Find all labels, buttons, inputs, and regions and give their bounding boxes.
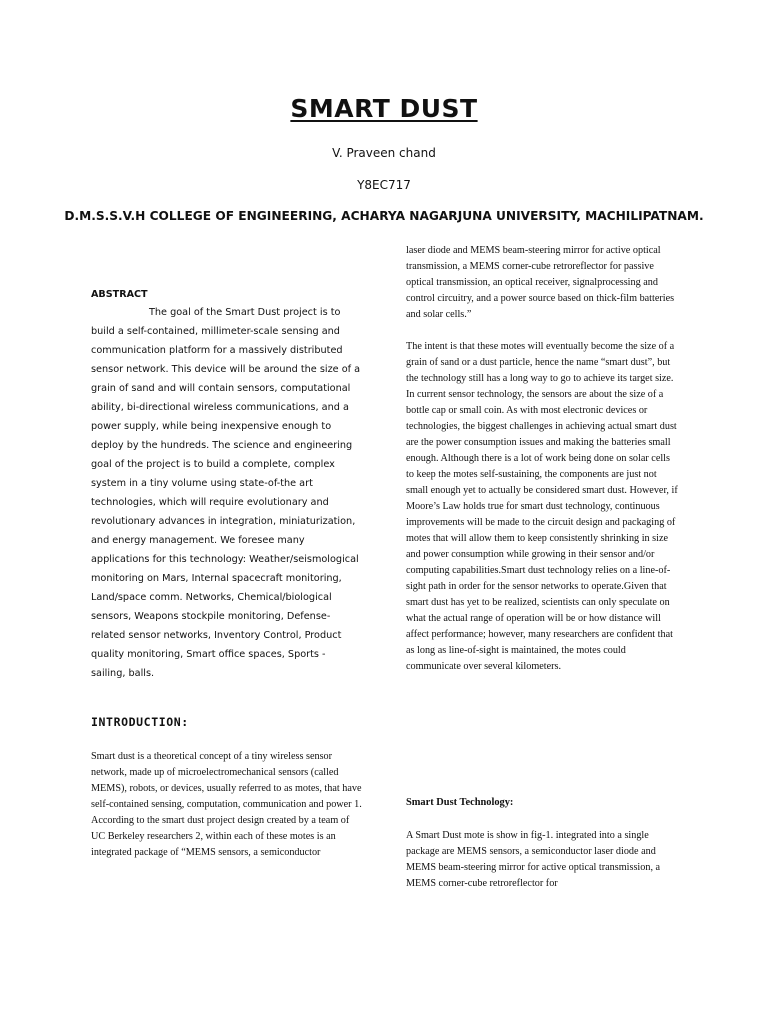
abstract-heading: ABSTRACT bbox=[91, 289, 148, 300]
introduction-body bbox=[91, 749, 363, 861]
introduction-heading: INTRODUCTION: bbox=[91, 715, 189, 729]
paper-title: SMART DUST bbox=[290, 94, 478, 123]
introduction-paragraph-2: According to the smart dust project design created by a team of UC Berkeley researchers 2, within each of these motes is an integrated package of “MEMS sensors, a semiconductor bbox=[91, 815, 350, 858]
smart-dust-technology-heading: Smart Dust Technology: bbox=[406, 797, 514, 808]
right-paragraph-2: The intent is that these motes will eventually become the size of a grain of sand or a dust particle, hence the name “smart dust”, but the technology still has a long way to go to achieve its target size. In current sensor technology, the sensors are about the size of a bottle cap or small coin. As with most electronic devices or technologies, the biggest challenges in achieving actual smart dust are the power consumption issues and making the batteries small enough. Although there is a lot of work being done on solar cells to keep the motes self-sustaining, the components are just not small enough yet to actually be considered smart dust. However, if Moore’s Law holds true for smart dust technology, continuous improvements will be made to the circuit design and packaging of motes that will allow them to keep consistently shrinking in size and power consumption while growing in their sensor and/or computing capabilities.Smart dust technology relies on a line-of-sight path in order for the sensor networks to operate.Given that smart dust has yet to be realized, scientists can only speculate on what the actual range of operation will be or how distance will affect performance; however, many researchers are confident that as long as line-of-sight is maintained, the motes could communicate over several kilometers. bbox=[406, 341, 678, 672]
abstract-body: The goal of the Smart Dust project is to build a self-contained, millimeter-scale sensing and communication platform for a massively distributed sensor network. This device will be around the size of a grain of sand and will contain sensors, computational ability, bi-directional wireless communications, and a power supply, while being inexpensive enough to deploy by the hundreds. The science and engineering goal of the project is to build a complete, complex system in a tiny volume using state-of-the art technologies, which will require evolutionary and revolutionary advances in integration, miniaturization, and energy management. We foresee many applications for this technology: Weather/seismological monitoring on Mars, Internal spacecraft monitoring, Land/space comm. Networks, Chemical/biological sensors, Weapons stockpile monitoring, Defense-related sensor networks, Inventory Control, Product quality monitoring, Smart office spaces, Sports - sailing, balls. bbox=[91, 307, 361, 679]
affiliation: D.M.S.S.V.H COLLEGE OF ENGINEERING, ACHARYA NAGARJUNA UNIVERSITY, MACHILIPATNAM. bbox=[64, 209, 704, 223]
right-paragraph-1: laser diode and MEMS beam-steering mirror for active optical transmission, a MEMS corner-cube retroreflector for passive optical transmission, an optical receiver, signalprocessing and control circuitry, and a power source based on thick-film batteries and solar cells.” bbox=[406, 245, 675, 320]
roll-number: Y8EC717 bbox=[357, 178, 411, 192]
right-paragraph-3: A Smart Dust mote is show in fig-1. integrated into a single package are MEMS sensors, a semiconductor laser diode and MEMS beam-steering mirror for active optical transmission, a MEMS corner-cube retroreflector for bbox=[406, 830, 661, 889]
introduction-paragraph-1: Smart dust is a theoretical concept of a tiny wireless sensor network, made up of microelectromechanical sensors (called MEMS), robots, or devices, usually referred to as motes, that have self-contained sensing, computation, communication and power 1. bbox=[91, 751, 362, 810]
author-name: V. Praveen chand bbox=[332, 146, 436, 160]
